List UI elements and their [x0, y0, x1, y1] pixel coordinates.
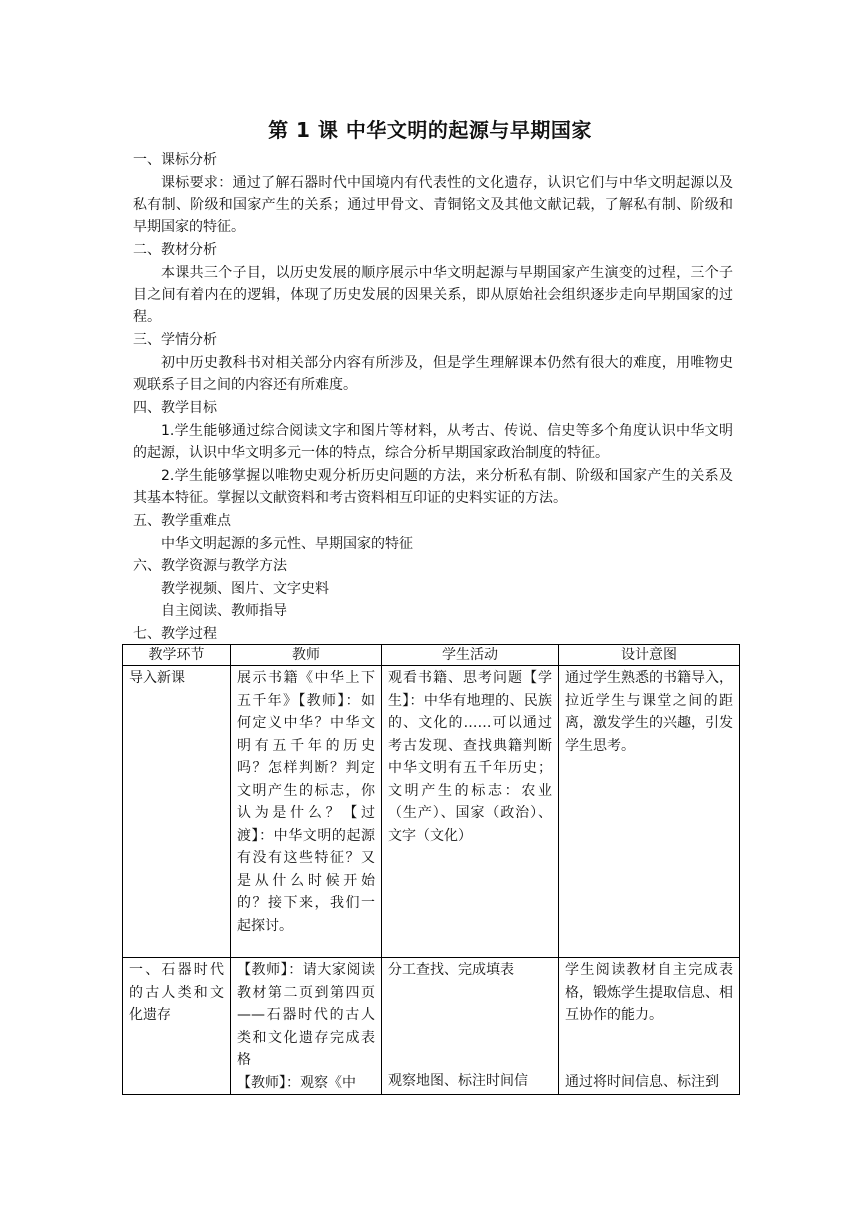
- table-header-cell: 学生活动: [382, 645, 559, 666]
- key-points-text: 中华文明起源的多元性、早期国家的特征: [161, 536, 413, 552]
- section-2-paragraph: 本课共三个子目，以历史发展的顺序展示中华文明起源与早期国家产生演变的过程，三个子目之间有着内在的逻辑，体现了历史发展的因果关系，即从原始社会组织逐步走向早期国家的过程。: [133, 265, 733, 325]
- stage-cell: 一、石器时代的古人类和文化遗存: [123, 958, 231, 1095]
- teacher-text-b: 【教师】：观察《中: [237, 1074, 356, 1091]
- section-heading-7: 七、教学过程: [133, 626, 217, 642]
- teacher-text-a: 【教师】：请大家阅读教材第二页到第四页——石器时代的古人类和文化遗存完成表格: [237, 962, 375, 1068]
- section-heading-4: 四、教学目标: [133, 400, 217, 416]
- intent-cell: 通过学生熟悉的书籍导入，拉近学生与课堂之间的距离，激发学生的兴趣，引发学生思考。: [559, 666, 740, 958]
- section-1-paragraph: 课标要求：通过了解石器时代中国境内有代表性的文化遗存，认识它们与中华文明起源以及私有制、阶级和国家产生的关系；通过甲骨文、青铜铭文及其他文献记载，了解私有制、阶级和早期国家的特征。: [133, 175, 733, 235]
- table-header-cell: 设计意图: [559, 645, 740, 666]
- table-header-cell: 教学环节: [123, 645, 231, 666]
- teaching-process-table: [122, 644, 740, 1095]
- section-heading-3: 三、学情分析: [133, 332, 217, 348]
- goal-2-paragraph: 2.学生能够掌握以唯物史观分析历史问题的方法，来分析私有制、阶级和国家产生的关系及其基本特征。掌握以文献资料和考古资料相互印证的史料实证的方法。: [133, 468, 733, 506]
- section-heading-2: 二、教材分析: [133, 242, 217, 258]
- section-heading-1: 一、课标分析: [133, 152, 217, 168]
- stage-cell: 导入新课: [123, 666, 231, 958]
- intent-text-a: 学生阅读教材自主完成表格，锻炼学生提取信息、相互协作的能力。: [565, 962, 733, 1023]
- spacer: [565, 1027, 733, 1071]
- resources-line: 教学视频、图片、文字史料: [161, 581, 329, 597]
- intent-cell: [559, 958, 740, 1095]
- table-row: [123, 666, 740, 958]
- page-title: 第 1 课 中华文明的起源与早期国家: [268, 118, 592, 142]
- table-header-cell: 教师: [231, 645, 382, 666]
- student-text-a: 分工查找、完成填表: [388, 962, 514, 978]
- section-heading-6: 六、教学资源与教学方法: [133, 558, 287, 574]
- teacher-cell: [231, 958, 382, 1095]
- table-header-row: [123, 645, 740, 666]
- methods-line: 自主阅读、教师指导: [161, 603, 287, 619]
- section-3-paragraph: 初中历史教科书对相关部分内容有所涉及，但是学生理解课本仍然有很大的难度，用唯物史观联系子目之间的内容还有所难度。: [133, 355, 733, 393]
- spacer: [388, 982, 552, 1070]
- student-cell: 观看书籍、思考问题【学生】：中华有地理的、民族的、文化的……可以通过考古发现、查找典籍判断中华文明有五千年历史；文明产生的标志：农业（生产）、国家（政治）、文字（文化）: [382, 666, 559, 958]
- student-text-b: 观察地图、标注时间信: [388, 1072, 528, 1089]
- teacher-cell: 展示书籍《中华上下五千年》【教师】：如何定义中华？中华文明有五千年的历史吗？怎样判断？判定文明产生的标志，你认为是什么？【过渡】：中华文明的起源有没有这些特征？又是从什么时候开始的？接下来，我们一起探讨。: [231, 666, 382, 958]
- table-row: [123, 958, 740, 1095]
- section-heading-5: 五、教学重难点: [133, 513, 231, 529]
- student-cell: [382, 958, 559, 1095]
- goal-1-paragraph: 1.学生能够通过综合阅读文字和图片等材料，从考古、传说、信史等多个角度认识中华文明的起源，认识中华文明多元一体的特点，综合分析早期国家政治制度的特征。: [133, 423, 733, 461]
- intent-text-b: 通过将时间信息、标注到: [565, 1073, 719, 1090]
